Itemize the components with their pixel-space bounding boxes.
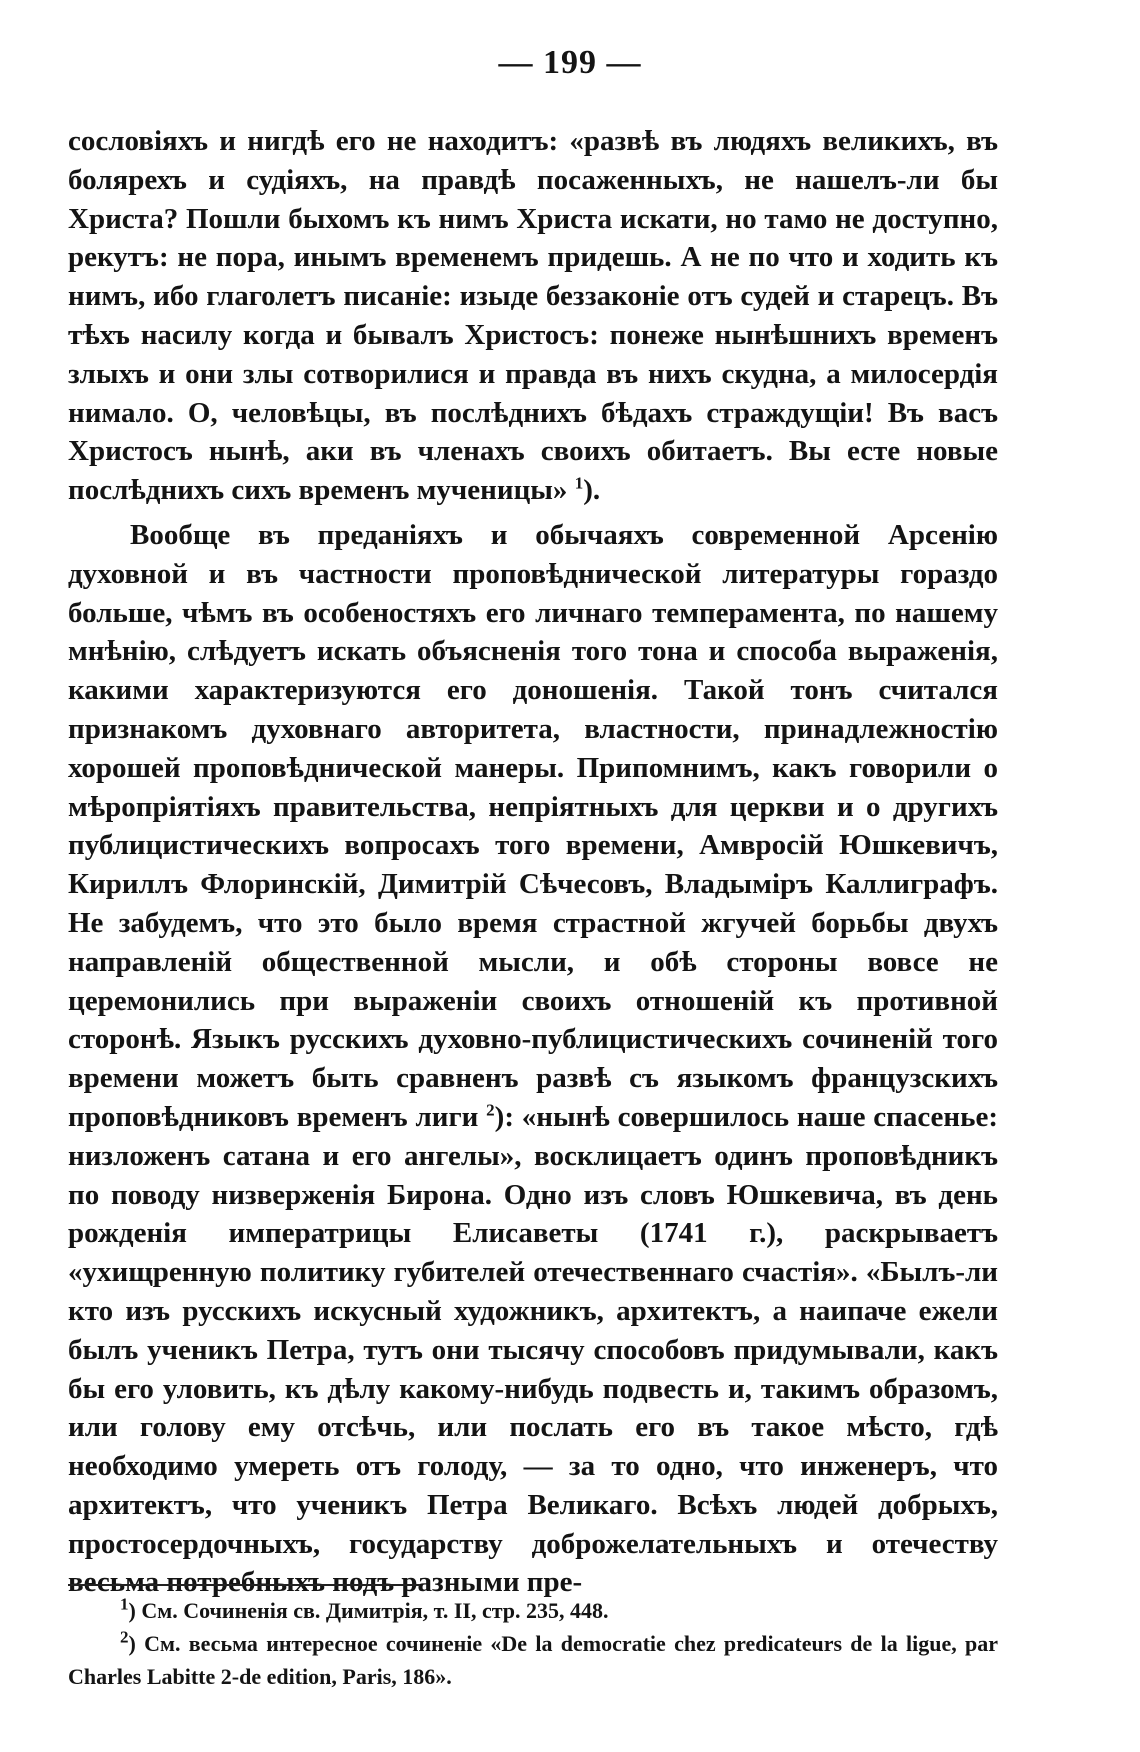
footnote-divider xyxy=(68,1584,420,1586)
footnote-ref-1: 1 xyxy=(574,473,584,493)
footnote-2 xyxy=(68,1627,998,1693)
paragraph-2-text-b: ): «нынѣ совершилось наше спасенье: низложенъ сатана и его ангелы», восклицаетъ одинъ проповѣдникъ по поводу низверженія Бирона. Одно изъ словъ Юшкевича, въ день рожденія императрицы Елисаветы (1741 г.), раскрываетъ «ухищренную политику губителей отечественнаго счастія». «Былъ-ли кто изъ русскихъ искусный художникъ, архитектъ, а наипаче ежели былъ ученикъ Петра, тутъ они тысячу способовъ придумывали, какъ бы его уловить, къ дѣлу какому-нибудь подвесть и, такимъ образомъ, или голову ему отсѣчь, или послать его въ такое мѣсто, гдѣ необходимо умереть отъ голоду, — за то одно, что инженеръ, что архитектъ, что ученикъ Петра Великаго. Всѣхъ людей добрыхъ, простосердочныхъ, государству доброжелательныхъ и отечеству весьма потребныхъ подъ разными пре- xyxy=(68,1100,999,1599)
footnote-1-text: ) См. Сочиненія св. Димитрія, т. II, стр. 235, 448. xyxy=(128,1598,609,1623)
main-text xyxy=(68,122,998,1602)
paragraph-1-end: ). xyxy=(583,474,601,507)
footnote-1-mark: 1 xyxy=(120,1594,129,1614)
footnote-ref-2: 2 xyxy=(486,1100,495,1120)
footnotes xyxy=(68,1594,998,1693)
page-number: — 199 — xyxy=(498,44,642,81)
paragraph-1 xyxy=(68,122,998,510)
footnote-2-text: ) См. весьма интересное сочиненіе «De la democratie chez predicateurs de la ligue, par Charles Labitte 2-de edition, Paris, 186». xyxy=(68,1631,998,1689)
paragraph-2 xyxy=(68,516,998,1602)
paragraph-1-text: сословіяхъ и нигдѣ его не находитъ: «развѣ въ людяхъ великихъ, въ болярехъ и судіяхъ, на правдѣ посаженныхъ, не нашелъ-ли бы Христа? Пошли быхомъ къ нимъ Христа искати, но тамо не доступно, рекутъ: не пора, инымъ временемъ придешь. А не по что и ходить къ нимъ, ибо глаголетъ писаніе: изыде беззаконіе отъ судей и старецъ. Въ тѣхъ насилу когда и бывалъ Христосъ: понеже нынѣшнихъ временъ злыхъ и они злы сотворилися и правда въ нихъ скудна, а милосердія нимало. О, человѣцы, въ послѣднихъ бѣдахъ страждущіи! Въ васъ Христосъ нынѣ, аки въ членахъ своихъ обитаетъ. Вы есте новые послѣднихъ сихъ временъ мученицы» xyxy=(68,125,998,507)
footnote-2-mark: 2 xyxy=(120,1627,129,1647)
paragraph-2-text-a: Вообще въ преданіяхъ и обычаяхъ современной Арсенію духовной и въ частности проповѣднической литературы гораздо больше, чѣмъ въ особеностяхъ его личнаго темперамента, по нашему мнѣнію, слѣдуетъ искать объясненія того тона и способа выраженія, какими характеризуются его доношенія. Такой тонъ считался признакомъ духовнаго авторитета, властности, принадлежностію хорошей проповѣднической манеры. Припомнимъ, какъ говорили о мѣропріятіяхъ правительства, непріятныхъ для церкви и о другихъ публицистическихъ вопросахъ того времени, Амвросій Юшкевичъ, Кириллъ Флоринскій, Димитрій Сѣчесовъ, Владыміръ Каллиграфъ. Не забудемъ, что это было время страстной жгучей борьбы двухъ направленій общественной мысли, и обѣ стороны вовсе не церемонились при выраженіи своихъ отношеній къ противной сторонѣ. Языкъ русскихъ духовно-публицистическихъ сочиненій того времени можетъ быть сравненъ развѣ съ языкомъ французскихъ проповѣдниковъ временъ лиги xyxy=(68,518,998,1133)
footnote-1 xyxy=(68,1594,998,1627)
